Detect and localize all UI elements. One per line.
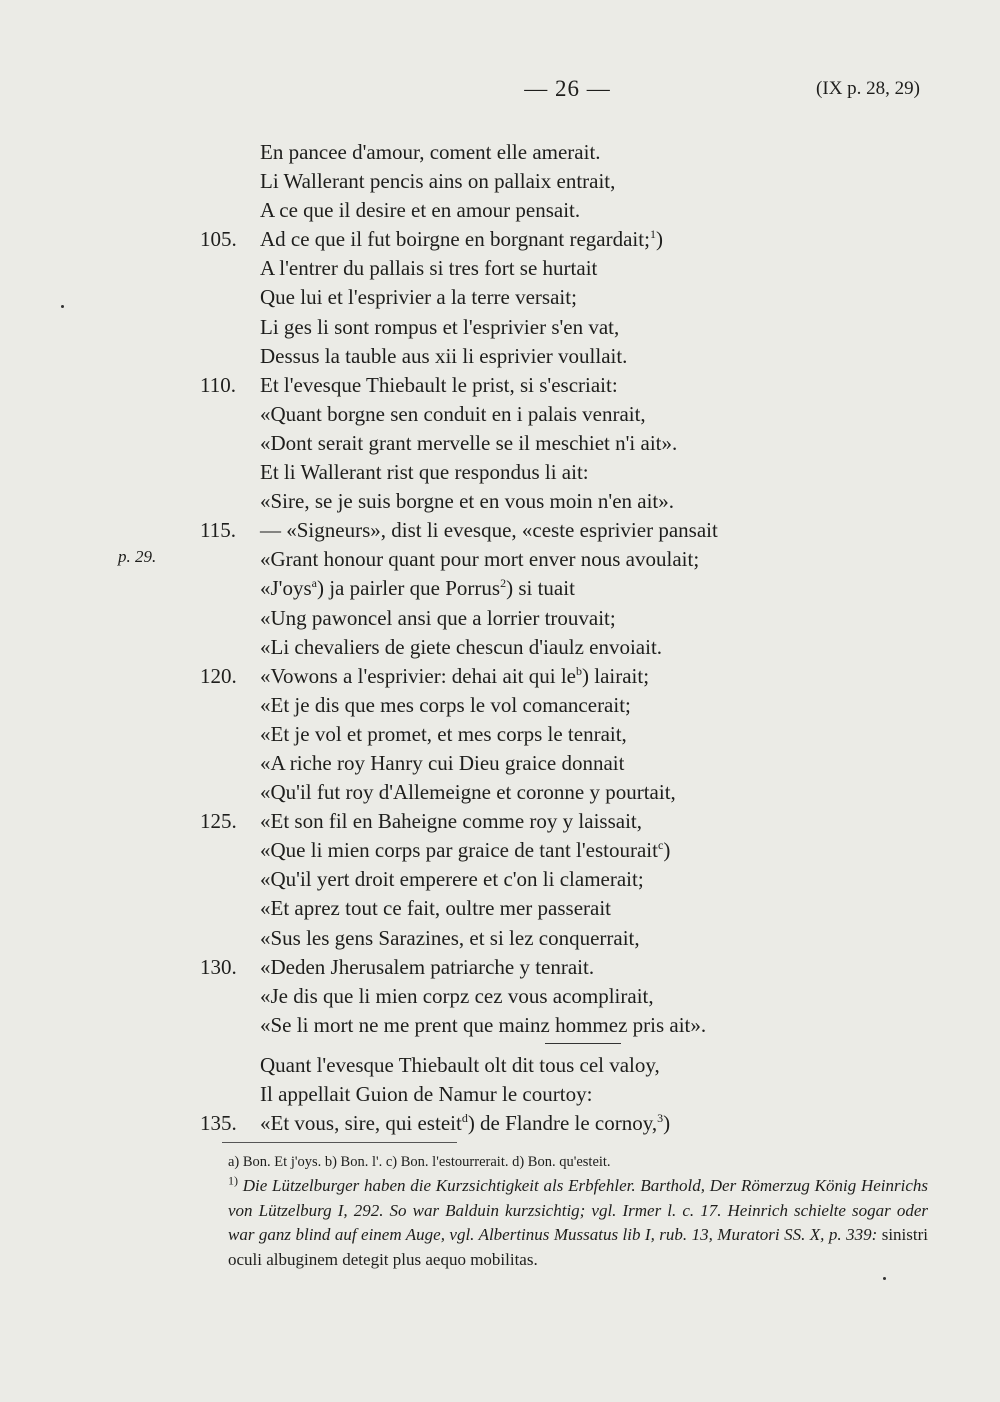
verse-text-main: «Et aprez tout ce fait, oultre mer passerait (260, 896, 612, 921)
note-marker: 3 (657, 1111, 664, 1126)
verse-line (195, 313, 935, 342)
verse-text (260, 720, 627, 749)
verse-line (195, 982, 935, 1011)
verse-line (195, 720, 935, 749)
verse-text-main: «Qu'il fut roy d'Allemeigne et coronne y pourtait, (260, 780, 676, 805)
verse-line (195, 516, 935, 545)
verse-line (195, 371, 935, 400)
verse-line (195, 1109, 935, 1138)
verse-line (195, 574, 935, 603)
verse-text (260, 894, 611, 923)
footnote-marker: 1) (228, 1173, 238, 1188)
verse-text-main: «Sire, se je suis borgne et en vous moin n'en ait». (260, 489, 675, 514)
footnote-1 (228, 1174, 928, 1272)
verse-text-main: «Ung pawoncel ansi que a lorrier trouvait; (260, 605, 616, 630)
verse-block (195, 138, 935, 1040)
verse-text-main: Ad ce que il fut boirgne en borgnant regardait; (260, 227, 650, 252)
verse-text (260, 313, 619, 342)
verse-lines-main (195, 138, 935, 1040)
verse-text-main: «Grant honour quant pour mort enver nous avoulait; (260, 547, 700, 572)
verse-line (195, 254, 935, 283)
verse-text (260, 225, 663, 254)
verse-line (195, 138, 935, 167)
footnotes (228, 1150, 928, 1272)
verse-number: 105. (200, 227, 237, 252)
verse-text-main: «Je dis que li mien corpz cez vous acomplirait, (260, 983, 654, 1008)
verse-text (260, 1011, 706, 1040)
variant-readings: a) Bon. Et j'oys. b) Bon. l'. c) Bon. l'estourrerait. d) Bon. qu'esteit. (228, 1154, 611, 1170)
verse-text (260, 749, 624, 778)
verse-text-main: «Et je dis que mes corps le vol comancerait; (260, 692, 631, 717)
verse-number: 125. (200, 809, 237, 834)
verse-text (260, 429, 677, 458)
verse-text-continued: ) de Flandre le cornoy, (467, 1111, 658, 1136)
verse-text-main: A ce que il desire et en amour pensait. (260, 198, 581, 223)
verse-text-main: Il appellait Guion de Namur le courtoy: (260, 1082, 593, 1107)
verse-text (260, 982, 654, 1011)
verse-text (260, 953, 594, 982)
verse-text-main: A l'entrer du pallais si tres fort se hurtait (260, 256, 598, 281)
verse-line (195, 225, 935, 254)
verse-text (260, 138, 601, 167)
page-number: — 26 — (524, 76, 611, 101)
verse-text-main: Que lui et l'esprivier a la terre versait; (260, 285, 577, 310)
verse-text (260, 1051, 660, 1080)
footnote-1-italic: Die Lützelburger haben die Kurzsichtigkeit als Erbfehler. Barthold, Der Römerzug König Heinrichs von Lützelburg I, 292. So war Balduin kurzsichtig; vgl. Irmer l. c. 17. Heinrich schielte sogar oder war ganz blind auf einem Auge, vgl. Albertinus Mussatus lib I, rub. 13, Muratori SS. X, p. 339: (228, 1176, 928, 1244)
verse-text-main: Et li Wallerant rist que respondus li ait: (260, 460, 589, 485)
verse-block-continued (195, 1051, 935, 1138)
verse-line (195, 342, 935, 371)
verse-text (260, 254, 597, 283)
verse-line (195, 1080, 935, 1109)
verse-text-main: Et l'evesque Thiebault le prist, si s'escriait: (260, 372, 618, 397)
verse-text-main: «Vowons a l'esprivier: dehai ait qui le (260, 663, 576, 688)
verse-line (195, 1051, 935, 1080)
verse-line (195, 749, 935, 778)
footnote-1-latin: sinistri oculi albuginem detegit plus aequo mobilitas. (228, 1225, 928, 1269)
verse-line (195, 633, 935, 662)
verse-line (195, 778, 935, 807)
verse-text-continued: ) si tuait (506, 576, 575, 601)
verse-line (195, 662, 935, 691)
verse-text (260, 545, 699, 574)
verse-text (260, 924, 640, 953)
verse-text (260, 1080, 592, 1109)
verse-text-main: «Et son fil en Baheigne comme roy y laissait, (260, 809, 642, 834)
note-marker: b (576, 663, 582, 678)
note-marker: d (461, 1111, 468, 1126)
verse-text (260, 865, 644, 894)
verse-text-main: «Que li mien corps par graice de tant l'estourait (260, 838, 658, 863)
verse-text-main: «J'oys (260, 576, 312, 601)
verse-text (260, 167, 615, 196)
verse-text (260, 836, 670, 865)
verse-line (195, 400, 935, 429)
verse-text (260, 400, 646, 429)
verse-text-main: — «Signeurs», dist li evesque, «ceste esprivier pansait (260, 518, 718, 543)
verse-text-main: «Deden Jherusalem patriarche y tenrait. (260, 954, 595, 979)
verse-number: 120. (200, 663, 237, 688)
speck-mark (61, 305, 64, 308)
verse-text-main: Dessus la tauble aus xii li esprivier voullait. (260, 343, 628, 368)
verse-line (195, 487, 935, 516)
verse-text-continued: ) (663, 1111, 671, 1136)
verse-text-main: «Li chevaliers de giete chescun d'iaulz envoiait. (260, 634, 663, 659)
verse-number: 110. (200, 372, 236, 397)
verse-line (195, 924, 935, 953)
verse-line (195, 429, 935, 458)
verse-line (195, 691, 935, 720)
verse-text (260, 604, 616, 633)
speck-mark (883, 1277, 886, 1280)
verse-text-continued: ) (655, 227, 663, 252)
verse-number: 135. (200, 1111, 237, 1136)
verse-text (260, 574, 575, 603)
verse-text-main: «A riche roy Hanry cui Dieu graice donnait (260, 750, 625, 775)
verse-text (260, 516, 718, 545)
verse-line (195, 953, 935, 982)
verse-text (260, 196, 580, 225)
verse-text-main: «Dont serait grant mervelle se il meschiet n'i ait». (260, 430, 678, 455)
margin-page-note: p. 29. (118, 547, 157, 566)
verse-line (195, 458, 935, 487)
verse-line (195, 167, 935, 196)
verse-text (260, 662, 649, 691)
verse-line (195, 604, 935, 633)
verse-text (260, 1109, 670, 1138)
verse-text-main: «Qu'il yert droit emperere et c'on li clamerait; (260, 867, 644, 892)
verse-text-main: Li Wallerant pencis ains on pallaix entrait, (260, 169, 616, 194)
verse-text-main: «Sus les gens Sarazines, et si lez conquerrait, (260, 925, 640, 950)
verse-number: 115. (200, 518, 236, 543)
verse-text-main: Li ges li sont rompus et l'esprivier s'en vat, (260, 314, 620, 339)
note-marker: a (311, 576, 317, 591)
verse-text (260, 807, 642, 836)
verse-line (195, 836, 935, 865)
verse-line (195, 1011, 935, 1040)
verse-text (260, 342, 627, 371)
note-marker: c (657, 838, 664, 853)
verse-text-main: En pancee d'amour, coment elle amerait. (260, 140, 601, 164)
verse-line (195, 894, 935, 923)
verse-text-main: «Quant borgne sen conduit en i palais venrait, (260, 401, 646, 426)
note-marker: 2 (500, 576, 507, 591)
verse-text (260, 487, 674, 516)
verse-text-continued: ) (663, 838, 671, 863)
verse-text (260, 283, 577, 312)
page-reference: (IX p. 28, 29) (816, 78, 920, 99)
verse-text-continued: ) ja pairler que Porrus (316, 576, 501, 601)
verse-text-main: «Se li mort ne me prent que mainz hommez pris ait». (260, 1012, 707, 1037)
verse-line (195, 807, 935, 836)
verse-line (195, 196, 935, 225)
note-marker: 1 (649, 227, 656, 242)
verse-text-main: «Et je vol et promet, et mes corps le tenrait, (260, 721, 627, 746)
verse-text-main: «Et vous, sire, qui esteit (260, 1111, 462, 1136)
verse-text (260, 371, 618, 400)
verse-line (195, 545, 935, 574)
verse-line (195, 865, 935, 894)
verse-text-main: Quant l'evesque Thiebault olt dit tous cel valoy, (260, 1053, 660, 1077)
verse-text-continued: ) lairait; (582, 663, 650, 688)
verse-text (260, 458, 589, 487)
footnote-rule (222, 1142, 457, 1143)
verse-text (260, 691, 631, 720)
verse-number: 130. (200, 954, 237, 979)
verse-line (195, 283, 935, 312)
verse-text (260, 633, 662, 662)
section-divider (545, 1043, 621, 1044)
verse-text (260, 778, 676, 807)
verse-lines-after (195, 1051, 935, 1138)
